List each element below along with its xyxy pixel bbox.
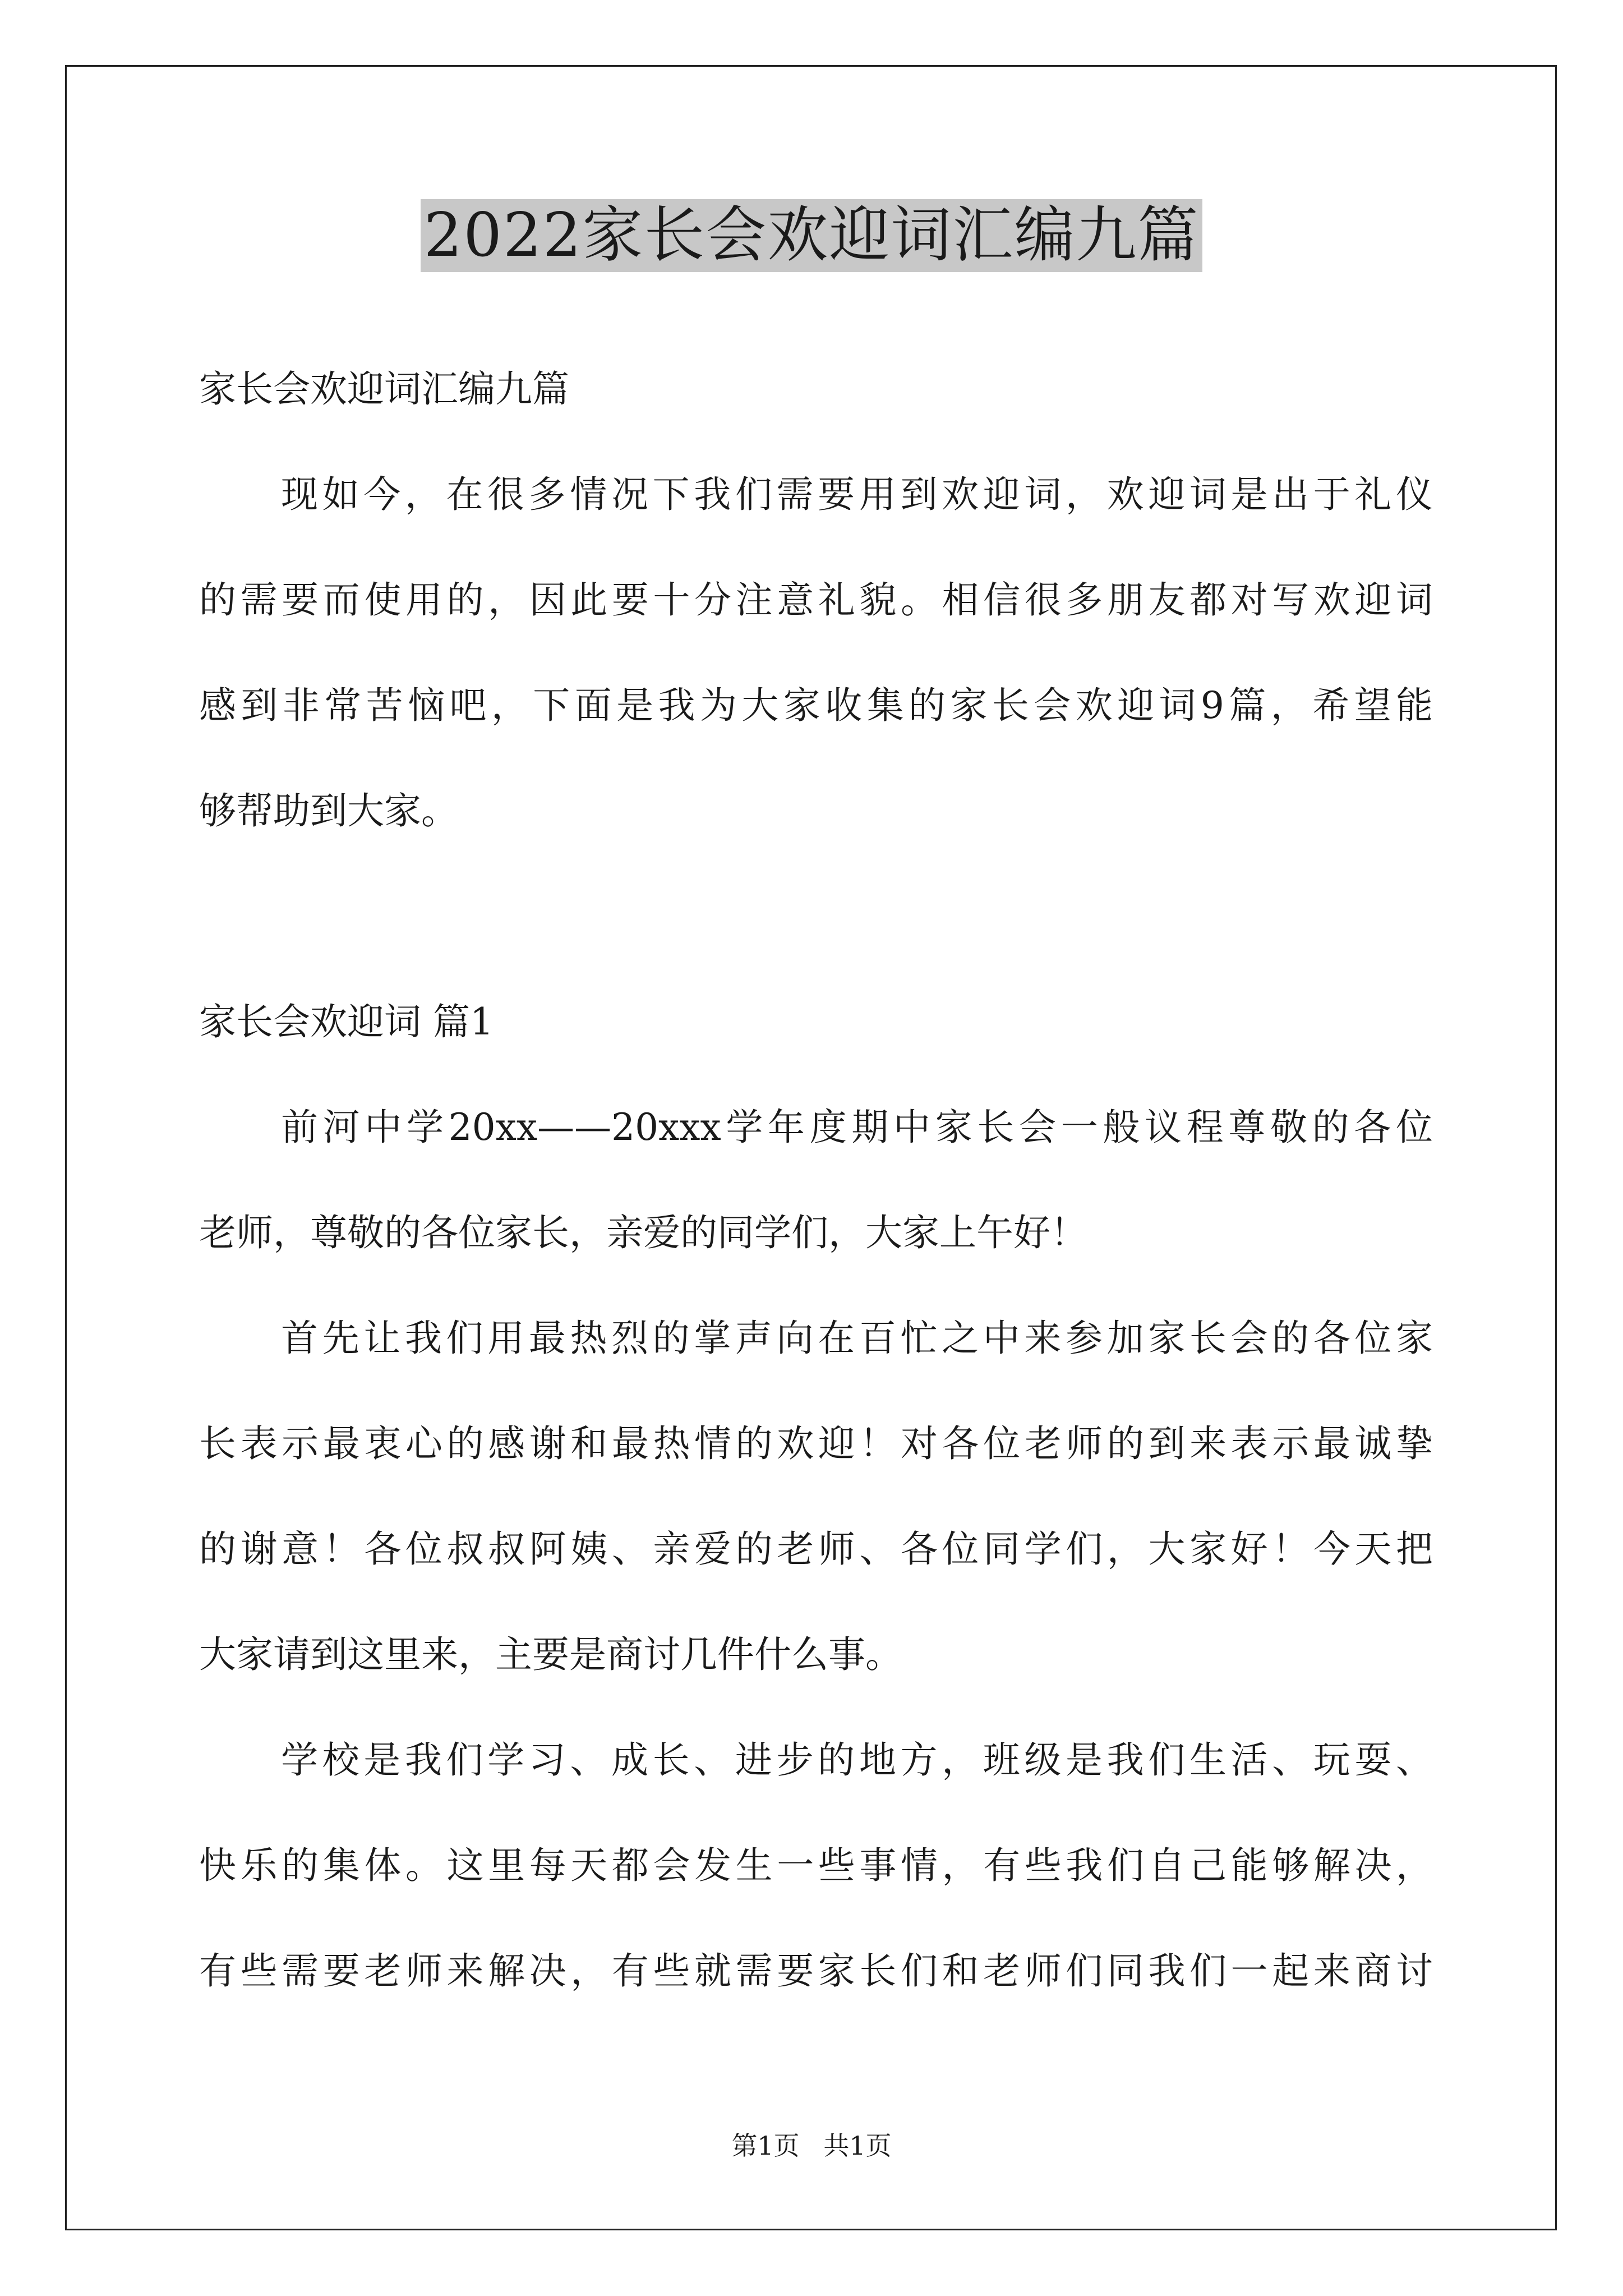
page-total: 共1页 xyxy=(823,2131,892,2161)
intro-line: 的需要而使用的，因此要十分注意礼貌。相信很多朋友都对写欢迎词 xyxy=(199,578,1433,622)
para1-line: 老师，尊敬的各位家长，亲爱的同学们，大家上午好！ xyxy=(199,1211,1087,1254)
para3-line: 有些需要老师来解决，有些就需要家长们和老师们同我们一起来商讨 xyxy=(199,1949,1433,1993)
para3-line: 快乐的集体。这里每天都会发生一些事情，有些我们自己能够解决， xyxy=(199,1844,1433,1887)
subtitle: 家长会欢迎词汇编九篇 xyxy=(199,367,569,411)
para2-line: 的谢意！各位叔叔阿姨、亲爱的老师、各位同学们，大家好！今天把 xyxy=(199,1527,1433,1571)
paragraph-spacer xyxy=(199,864,1433,969)
para1-line: 前河中学20xx——20xxx学年度期中家长会一般议程尊敬的各位 xyxy=(281,1106,1433,1149)
intro-line: 感到非常苦恼吧，下面是我为大家收集的家长会欢迎词9篇，希望能 xyxy=(199,684,1433,727)
document-body xyxy=(199,337,1433,2024)
section-heading: 家长会欢迎词 篇1 xyxy=(199,1000,494,1043)
intro-line: 够帮助到大家。 xyxy=(199,789,458,832)
para2-line: 首先让我们用最热烈的掌声向在百忙之中来参加家长会的各位家 xyxy=(281,1317,1433,1360)
para2-line: 大家请到这里来，主要是商讨几件什么事。 xyxy=(199,1633,902,1676)
page-footer xyxy=(0,2129,1623,2162)
document-title: 2022家长会欢迎词汇编九篇 xyxy=(421,199,1203,272)
para2-line: 长表示最衷心的感谢和最热情的欢迎！对各位老师的到来表示最诚挚 xyxy=(199,1422,1433,1465)
intro-line: 现如今，在很多情况下我们需要用到欢迎词，欢迎词是出于礼仪 xyxy=(281,473,1433,516)
para3-line: 学校是我们学习、成长、进步的地方，班级是我们生活、玩耍、 xyxy=(281,1738,1433,1782)
page-number: 第1页 xyxy=(731,2131,800,2161)
title-wrap xyxy=(0,199,1623,272)
